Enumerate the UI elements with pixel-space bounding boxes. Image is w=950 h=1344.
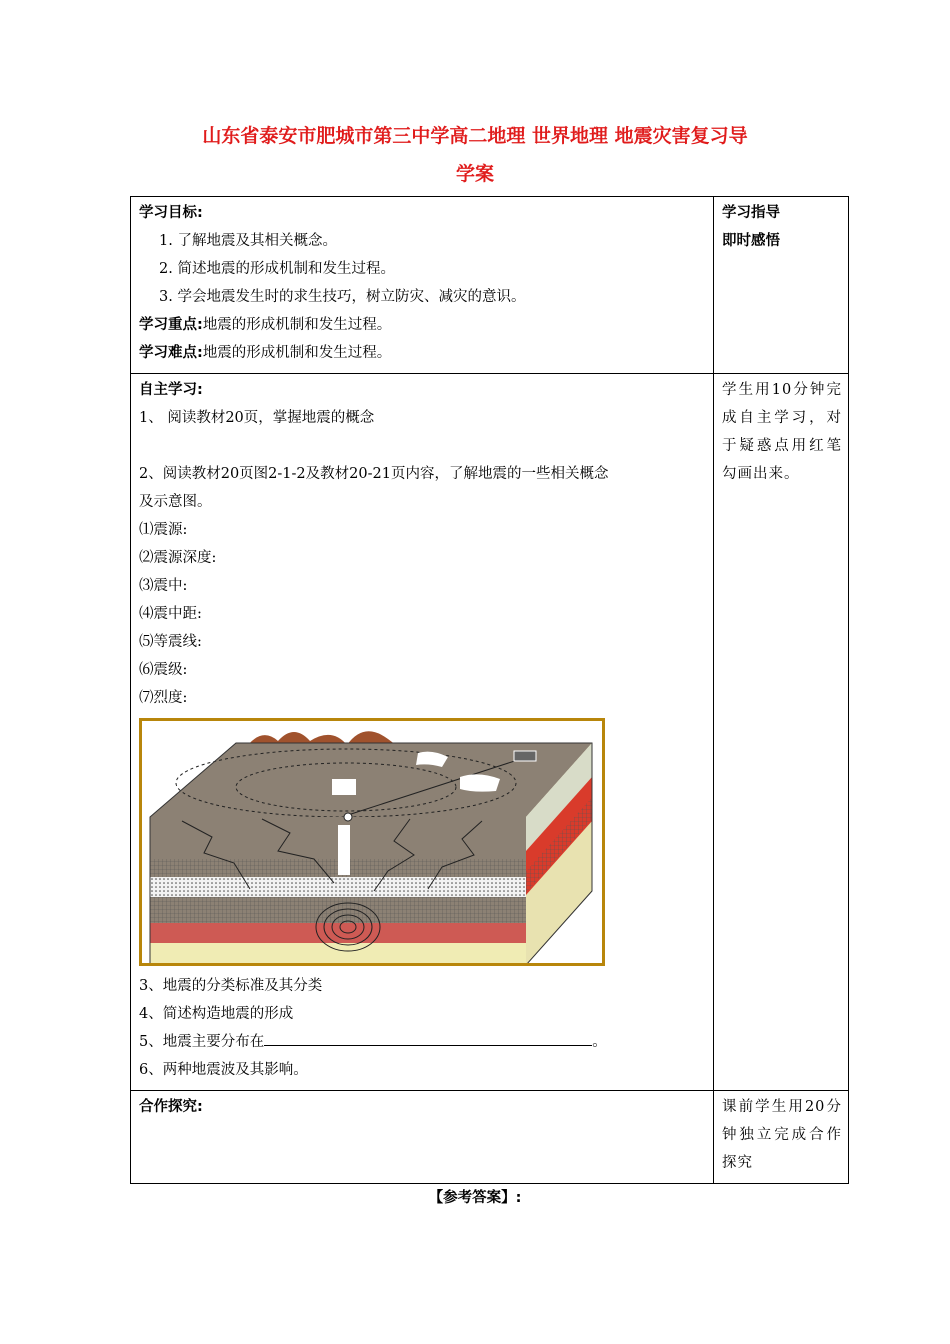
objectives-cell bbox=[131, 197, 714, 374]
concept-magnitude: ⑹震级: bbox=[139, 662, 188, 678]
objectives-heading: 学习目标: bbox=[139, 205, 203, 221]
task-2-line2: 及示意图。 bbox=[139, 494, 212, 510]
cooperation-row bbox=[131, 1091, 849, 1184]
concept-epicenter: ⑶震中: bbox=[139, 578, 188, 594]
objective-item: 2. 简述地震的形成机制和发生过程。 bbox=[159, 261, 395, 277]
guidance-cell bbox=[714, 197, 849, 374]
concept-epicentral-distance: ⑷震中距: bbox=[139, 606, 202, 622]
cooperation-heading: 合作探究: bbox=[139, 1099, 203, 1115]
self-study-cell bbox=[131, 374, 714, 1091]
difficulty-text: 地震的形成机制和发生过程。 bbox=[202, 345, 392, 361]
task-1: 1、 阅读教材20页，掌握地震的概念 bbox=[139, 410, 375, 426]
self-study-row bbox=[131, 374, 849, 1091]
seismic-station bbox=[514, 751, 536, 761]
focus-label: 学习重点: bbox=[139, 317, 203, 333]
mantle-layer bbox=[150, 923, 526, 943]
reference-answer-heading: 【参考答案】: bbox=[428, 1190, 522, 1206]
label-blank bbox=[332, 779, 356, 795]
concept-isoseismal: ⑸等震线: bbox=[139, 634, 202, 650]
guidance-heading: 学习指导 bbox=[722, 205, 780, 221]
task-5 bbox=[139, 1028, 707, 1056]
rock-layer-dotted bbox=[150, 877, 526, 897]
epicenter-point bbox=[344, 813, 352, 821]
task-4: 4、简述构造地震的形成 bbox=[139, 1006, 294, 1022]
earthquake-block-illustration bbox=[142, 721, 602, 963]
cooperation-guidance-cell bbox=[714, 1091, 849, 1184]
worksheet-table bbox=[130, 196, 849, 1184]
concept-hypocenter: ⑴震源: bbox=[139, 522, 188, 538]
rock-layer-grid bbox=[150, 897, 526, 923]
reflection-heading: 即时感悟 bbox=[722, 233, 780, 249]
task-5-suffix: 。 bbox=[592, 1034, 607, 1050]
earthquake-diagram bbox=[139, 718, 605, 966]
focus-text: 地震的形成机制和发生过程。 bbox=[202, 317, 392, 333]
concept-intensity: ⑺烈度: bbox=[139, 690, 188, 706]
difficulty-label: 学习难点: bbox=[139, 345, 203, 361]
document-title-line2: 学案 bbox=[455, 163, 494, 185]
task-6: 6、两种地震波及其影响。 bbox=[139, 1062, 308, 1078]
task-5-prefix: 5、地震主要分布在 bbox=[139, 1034, 265, 1050]
spacer bbox=[139, 432, 707, 460]
task-2-line1: 2、阅读教材20页图2-1-2及教材20-21页内容，了解地震的一些相关概念 bbox=[139, 466, 609, 482]
focus-line bbox=[139, 311, 707, 339]
deep-layer bbox=[150, 943, 526, 963]
self-study-guidance: 学生用10分钟完成自主学习，对于疑惑点用红笔勾画出来。 bbox=[722, 382, 842, 482]
difficulty-line bbox=[139, 339, 707, 367]
cooperation-guidance: 课前学生用20分钟独立完成合作探究 bbox=[722, 1099, 842, 1171]
objectives-row bbox=[131, 197, 849, 374]
objective-item: 1. 了解地震及其相关概念。 bbox=[159, 233, 337, 249]
self-study-heading: 自主学习: bbox=[139, 382, 203, 398]
task-3: 3、地震的分类标准及其分类 bbox=[139, 978, 323, 994]
cooperation-cell bbox=[131, 1091, 714, 1184]
objective-item: 3. 学会地震发生时的求生技巧，树立防灾、减灾的意识。 bbox=[159, 289, 526, 305]
document-title-line1: 山东省泰安市肥城市第三中学高二地理 世界地理 地震灾害复习导 bbox=[202, 125, 748, 147]
self-study-guidance-cell bbox=[714, 374, 849, 1091]
concept-focal-depth: ⑵震源深度: bbox=[139, 550, 217, 566]
label-blank bbox=[338, 825, 350, 875]
fill-blank[interactable] bbox=[264, 1029, 592, 1046]
